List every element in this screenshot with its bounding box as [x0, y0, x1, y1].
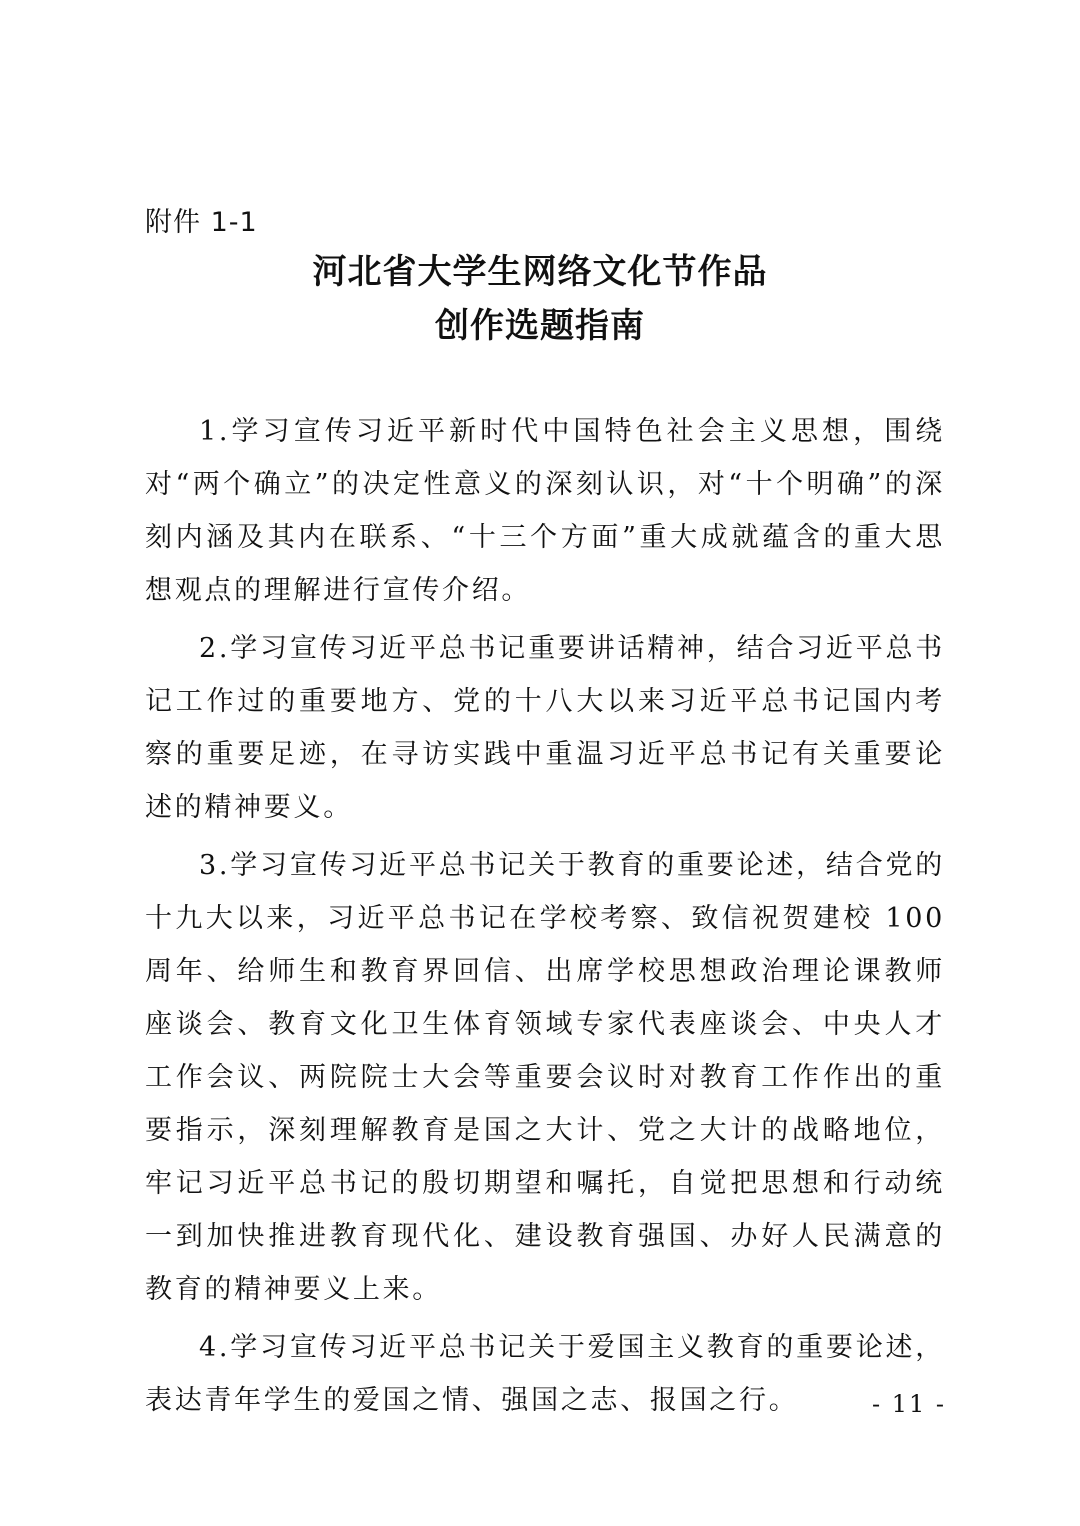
- document-body: [145, 405, 945, 1432]
- paragraph-4: 4.学习宣传习近平总书记关于爱国主义教育的重要论述，表达青年学生的爱国之情、强国之志、报国之行。: [145, 1332, 945, 1416]
- paragraph-2: 2.学习宣传习近平总书记重要讲话精神，结合习近平总书记工作过的重要地方、党的十八大以来习近平总书记国内考察的重要足迹，在寻访实践中重温习近平总书记有关重要论述的精神要义。: [145, 633, 945, 823]
- paragraph-1: 1.学习宣传习近平新时代中国特色社会主义思想，围绕对“两个确立”的决定性意义的深刻认识，对“十个明确”的深刻内涵及其内在联系、“十三个方面”重大成就蕴含的重大思想观点的理解进行宣传介绍。: [145, 416, 945, 606]
- document-title-line2: 创作选题指南: [435, 306, 645, 346]
- page-number: - 11 -: [871, 1390, 946, 1418]
- document-title-line1: 河北省大学生网络文化节作品: [312, 252, 768, 292]
- paragraph-3: 3.学习宣传习近平总书记关于教育的重要论述，结合党的十九大以来，习近平总书记在学校考察、致信祝贺建校 100 周年、给师生和教育界回信、出席学校思想政治理论课教师座谈会、教育文化卫生体育领域专家代表座谈会、中央人才工作会议、两院院士大会等重要会议时对教育工作作出的重要指示，深刻理解教育是国之大计、党之大计的战略地位，牢记习近平总书记的殷切期望和嘱托，自觉把思想和行动统一到加快推进教育现代化、建设教育强国、办好人民满意的教育的精神要义上来。: [145, 850, 945, 1305]
- attachment-label: 附件 1-1: [145, 207, 258, 238]
